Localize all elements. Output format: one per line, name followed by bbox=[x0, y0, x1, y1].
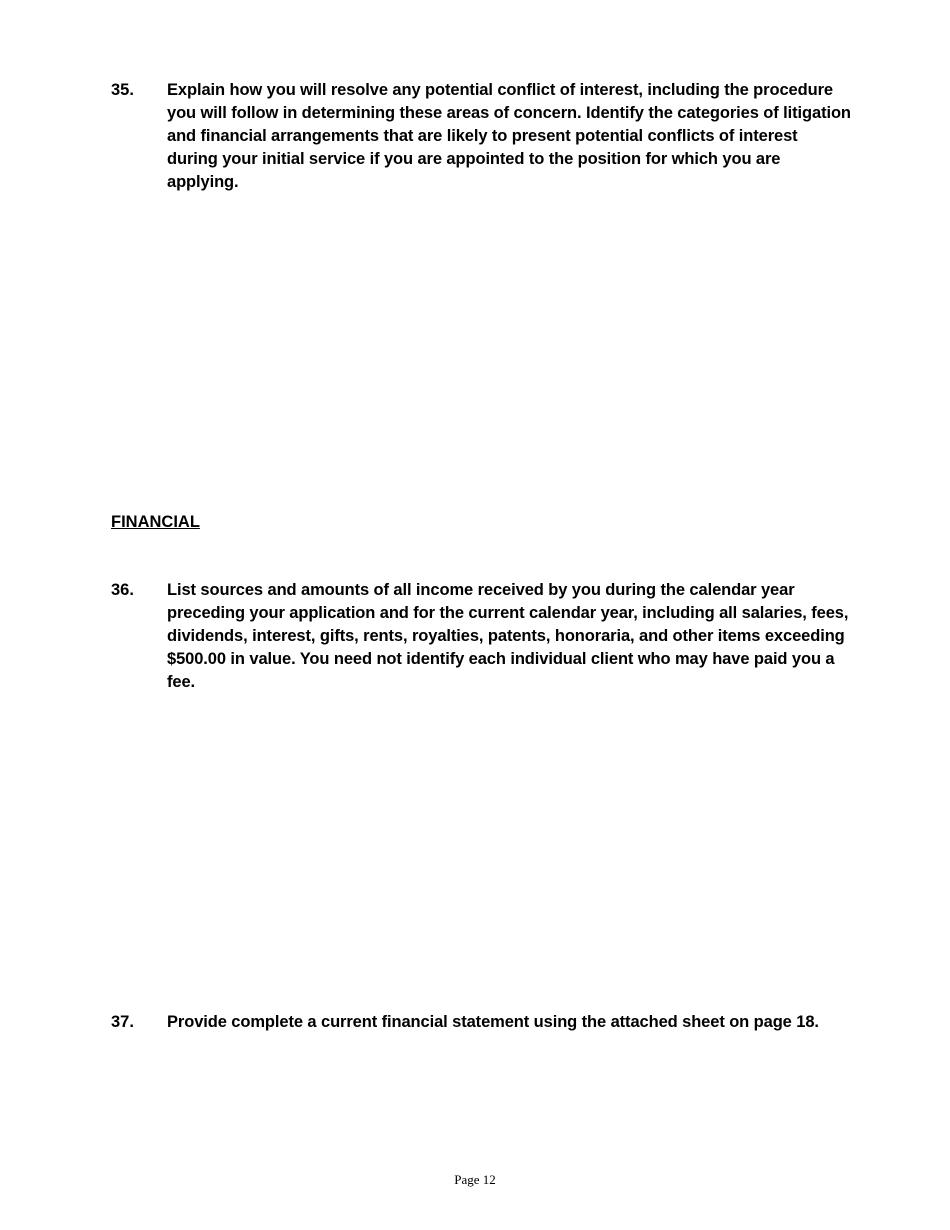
question-text: List sources and amounts of all income received by you during the calendar year preceding your application and for the current calendar year, including all salaries, fees, dividends, interest, gifts, rents, royalties, patents, honoraria, and other items exceeding $500.00 in value. You need not identify each individual client who may have paid you a fee. bbox=[167, 581, 849, 691]
question-37 bbox=[111, 1011, 851, 1034]
question-text: Provide complete a current financial statement using the attached sheet on page 18. bbox=[167, 1013, 819, 1031]
question-number: 35. bbox=[111, 81, 134, 99]
question-35 bbox=[111, 79, 851, 194]
question-36 bbox=[111, 579, 851, 694]
question-number: 36. bbox=[111, 581, 134, 599]
question-number: 37. bbox=[111, 1013, 134, 1031]
question-text: Explain how you will resolve any potential conflict of interest, including the procedure you will follow in determining these areas of concern. Identify the categories of litigation and financial arrangements that are likely to present potential conflicts of interest during your initial service if you are appointed to the position for which you are applying. bbox=[167, 81, 851, 191]
section-heading-financial: FINANCIAL bbox=[111, 513, 200, 531]
page-number: Page 12 bbox=[454, 1172, 496, 1187]
